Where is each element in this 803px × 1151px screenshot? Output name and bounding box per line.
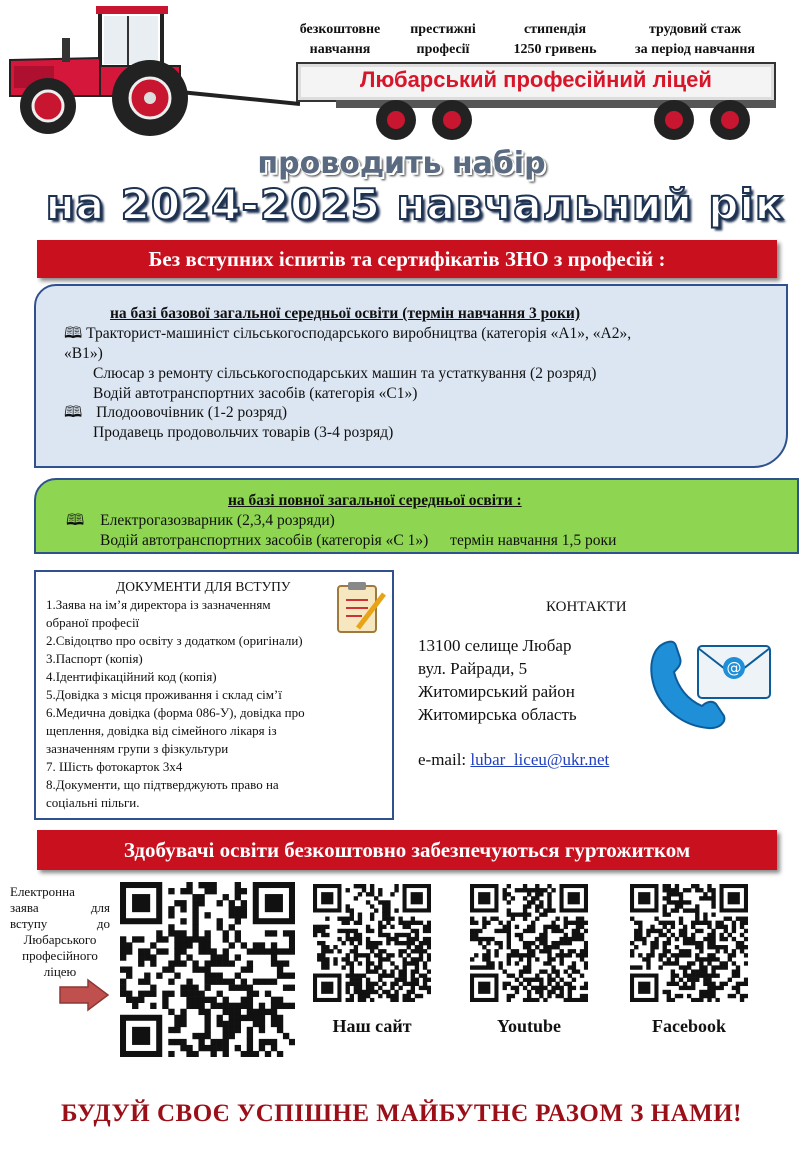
doc-item: 3.Паспорт (копія) xyxy=(46,651,143,666)
footer-slogan: БУДУЙ СВОЄ УСПІШНЕ МАЙБУТНЄ РАЗОМ З НАМИ! xyxy=(60,1100,743,1127)
qr-code-application[interactable] xyxy=(120,882,295,1057)
doc-item: соціальні пільги. xyxy=(46,795,140,810)
documents-box xyxy=(34,570,394,820)
address-line: вул. Райради, 5 xyxy=(418,659,528,678)
basic-education-box xyxy=(34,284,788,468)
list-item: Продавець продовольчих товарів (3-4 розряд) xyxy=(93,424,394,441)
school-name: Любарський професійний ліцей xyxy=(360,67,712,92)
doc-item: 7. Шість фотокарток 3х4 xyxy=(46,759,183,774)
doc-item: 6.Медична довідка (форма 086-У), довідка про xyxy=(46,705,305,720)
documents-title: ДОКУМЕНТИ ДЛЯ ВСТУПУ xyxy=(116,579,291,594)
list-item-continuation: «В1») xyxy=(64,345,103,362)
contacts-title: КОНТАКТИ xyxy=(546,599,627,615)
list-item: 🕮 Тракторист-машиніст сільськогосподарського виробництва (категорія «А1», «А2», xyxy=(64,325,632,342)
doc-item: обраної професії xyxy=(46,615,140,630)
tractor-illustration xyxy=(0,0,300,140)
application-note: Електронна заява для вступу до Любарського професійного ліцею xyxy=(10,884,110,979)
full-heading: на базі повної загальної середньої освіти : xyxy=(228,492,522,509)
study-term: термін навчання 1,5 роки xyxy=(450,532,617,549)
qr-code-website[interactable] xyxy=(313,884,431,1002)
list-item: Водій автотранспортних засобів (категорія «С 1») термін навчання 1,5 роки xyxy=(100,532,617,549)
perk-scholarship: стипендія 1250 гривень xyxy=(513,22,597,57)
clipboard-icon xyxy=(332,580,388,636)
banner-no-exams: Без вступних іспитів та сертифікатів ЗНО з професій : xyxy=(37,240,777,278)
doc-item: 8.Документи, що підтверджують право на xyxy=(46,777,279,792)
doc-item: 5.Довідка з місця проживання і склад сім’ї xyxy=(46,687,282,702)
contacts-box xyxy=(406,570,798,821)
qr-label-website: Наш сайт xyxy=(332,1016,412,1036)
svg-text:@: @ xyxy=(726,659,742,677)
perk-free-education: безкоштовне навчання xyxy=(299,22,381,57)
book-icon: 🕮 xyxy=(64,325,83,342)
doc-item: щеплення, довідка від сімейного лікаря із xyxy=(46,723,277,738)
phone-email-icon xyxy=(648,636,776,732)
email-link[interactable]: lubar_liceu@ukr.net xyxy=(470,750,610,769)
doc-item: 1.Заява на ім’я директора із зазначенням xyxy=(46,597,271,612)
qr-code-facebook[interactable] xyxy=(630,884,748,1002)
list-item: Водій автотранспортних засобів (категорія «С1») xyxy=(93,385,418,402)
subtitle-enrollment: проводить набір xyxy=(257,146,546,181)
qr-code-youtube[interactable] xyxy=(470,884,588,1002)
banner-dormitory: Здобувачі освіти безкоштовно забезпечуються гуртожитком xyxy=(37,830,777,870)
qr-label-facebook: Facebook xyxy=(652,1016,726,1036)
email-row: e-mail: lubar_liceu@ukr.net xyxy=(418,750,610,769)
subtitle-academic-year: на 2024-2025 навчальний рік xyxy=(45,180,785,229)
full-education-box xyxy=(34,478,799,554)
book-icon: 🕮 xyxy=(64,404,83,421)
perk-prestige-professions: престижні професії xyxy=(410,22,476,57)
address-line: 13100 селище Любар xyxy=(418,636,572,655)
book-icon: 🕮 xyxy=(66,512,85,529)
doc-item: зазначенням групи з фізкультури xyxy=(46,741,229,756)
list-item: Слюсар з ремонту сільськогосподарських машин та устаткування (2 розряд) xyxy=(93,365,597,382)
address-line: Житомирська область xyxy=(418,705,577,724)
doc-item: 4.Ідентифікаційний код (копія) xyxy=(46,669,217,684)
basic-heading: на базі базової загальної середньої освіти (термін навчання 3 роки) xyxy=(110,305,580,322)
qr-label-youtube: Youtube xyxy=(496,1016,562,1036)
doc-item: 2.Свідоцтво про освіту з додатком (оригінали) xyxy=(46,633,303,648)
arrow-right-icon xyxy=(58,978,110,1012)
trailer-wheels xyxy=(296,96,796,146)
perk-work-experience: трудовий стаж за період навчання xyxy=(635,22,755,57)
list-item: 🕮 Плодоовочівник (1-2 розряд) xyxy=(64,404,287,421)
address-line: Житомирський район xyxy=(418,682,575,701)
list-item: 🕮 Електрогазозварник (2,3,4 розряди) xyxy=(66,512,335,529)
